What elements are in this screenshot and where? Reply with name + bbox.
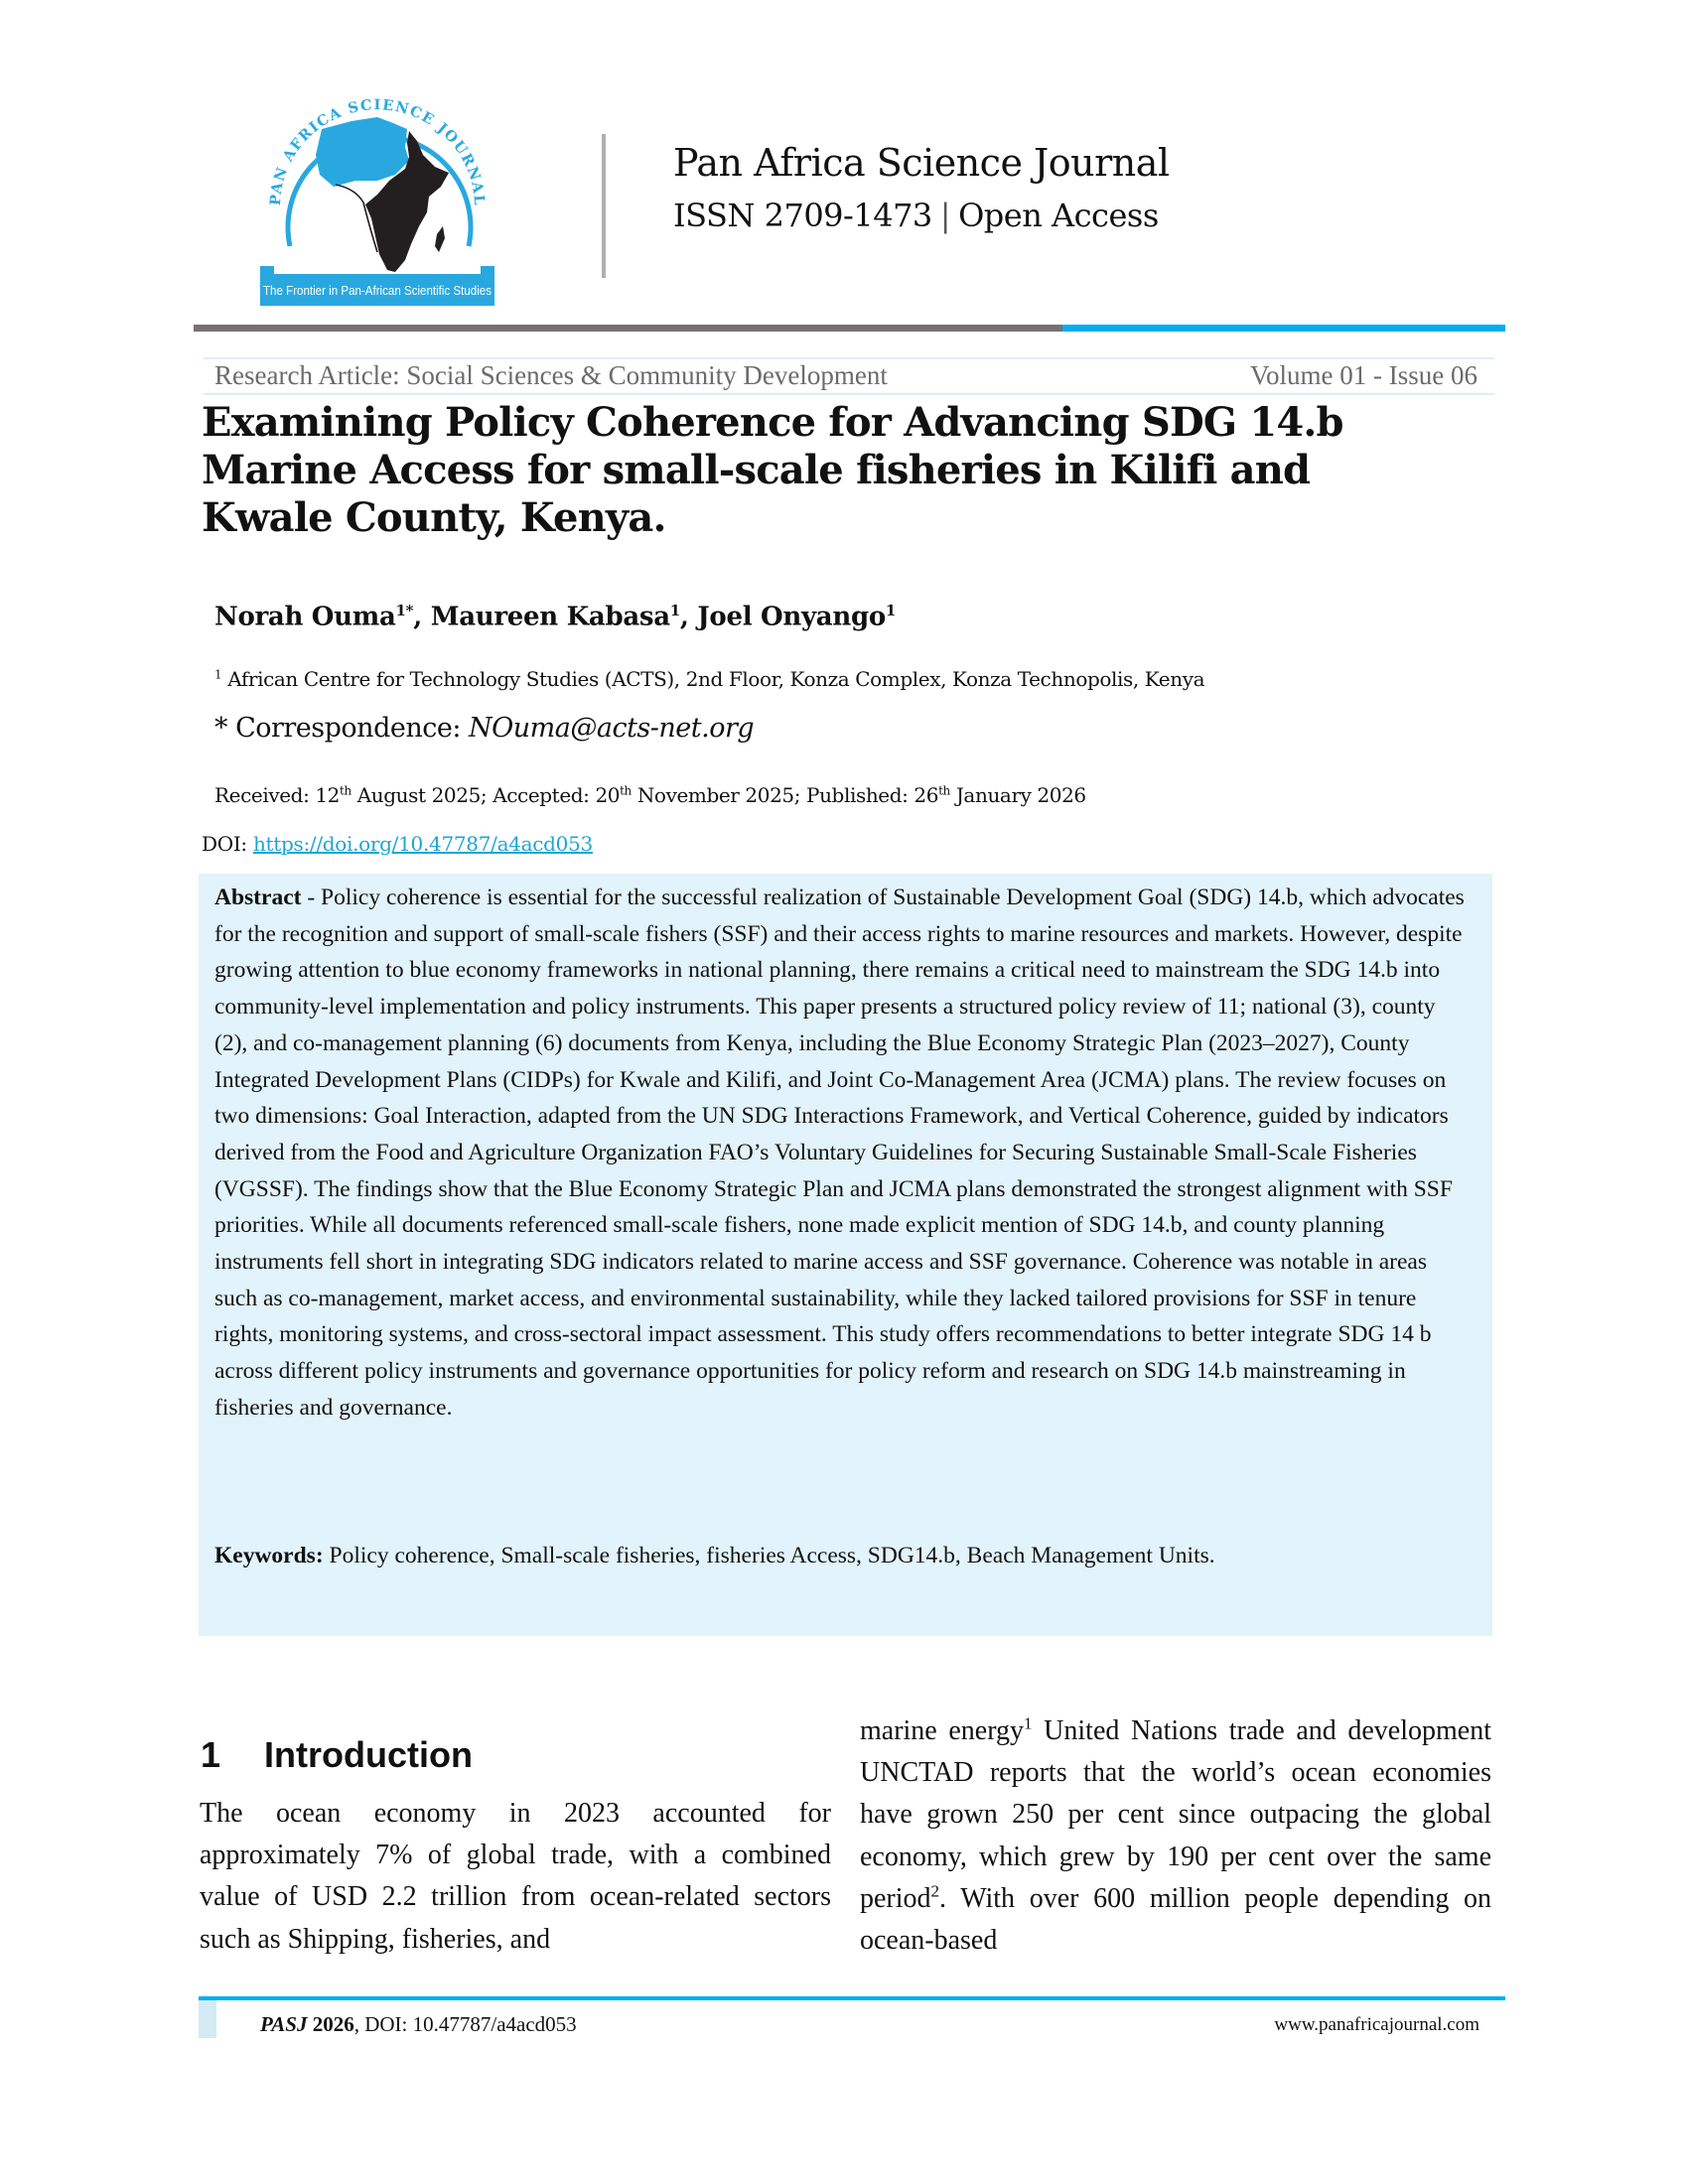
- doi-label: DOI:: [202, 832, 247, 856]
- section-heading-introduction: [201, 1734, 473, 1776]
- issn-separator: |: [939, 197, 951, 234]
- footer-rule: [199, 1996, 1505, 2000]
- keywords-list: Policy coherence, Small-scale fisheries, fisheries Access, SDG14.b, Beach Management Units.: [323, 1543, 1215, 1569]
- header-bar-gray: [194, 325, 1062, 332]
- category-rule-top: [204, 357, 1494, 359]
- author-name[interactable]: Joel Onyango: [697, 602, 886, 632]
- title-line: Marine Access for small-scale fisheries in Kilifi and: [202, 447, 1311, 493]
- footer-journal-abbr: PASJ: [260, 2012, 308, 2036]
- affiliation-text: African Centre for Technology Studies (ACTS), 2nd Floor, Konza Complex, Konza Technopolis, Kenya: [227, 667, 1205, 691]
- author-marker: 1*: [395, 602, 414, 619]
- article-title: [202, 399, 1492, 542]
- correspondence-email[interactable]: NOuma@acts-net.org: [469, 713, 755, 744]
- author-name[interactable]: Norah Ouma: [214, 602, 396, 632]
- section-number: 1: [201, 1734, 221, 1775]
- madagascar-shape: [435, 226, 445, 252]
- volume-issue: Volume 01 - Issue 06: [1250, 360, 1477, 390]
- title-line: Kwale County, Kenya.: [202, 494, 666, 541]
- issn: ISSN 2709-1473: [673, 197, 932, 234]
- logo-arc-text: PAN AFRICA SCIENCE JOURNAL: [266, 96, 489, 207]
- header-bar-blue: [1062, 325, 1505, 332]
- section-title: Introduction: [264, 1734, 473, 1775]
- footer-citation: [260, 2012, 577, 2037]
- correspondence: [214, 713, 754, 744]
- journal-name: Pan Africa Science Journal: [673, 141, 1170, 185]
- keywords-label: Keywords:: [214, 1543, 324, 1569]
- open-access-label: Open Access: [958, 197, 1159, 234]
- footer-doi: , DOI: 10.47787/a4acd053: [353, 2012, 577, 2036]
- intro-right-column: marine energy$^1$ United Nations trade and development UNCTAD reports that the world’s ocean economies have grown 250 per cent since outpacing the global economy, which grew by 190 per cent over the same period$^2$. With over 600 million people depending on ocean-based: [860, 1713, 1491, 1957]
- footer-accent-block: [199, 2000, 216, 2038]
- footer-year: 2026: [312, 2012, 354, 2036]
- journal-logo: [260, 77, 494, 308]
- affiliation-marker: 1: [214, 667, 222, 682]
- author-marker: 1: [885, 602, 897, 619]
- doi-line: [202, 832, 593, 856]
- journal-issn-line: [673, 197, 1159, 234]
- abstract-body: Policy coherence is essential for the successful realization of Sustainable Development Goal (SDG) 14.b, which advocates for the recognition and support of small-scale fishers (SSF) and their access rights to marine resources and markets. However, despite growing attention to blue economy frameworks in national planning, there remains a critical need to mainstream the SDG 14.b into community-level implementation and policy instruments. This paper presents a structured policy review of 11; national (3), county (2), and co-management planning (6) documents from Kenya, including the Blue Economy Strategic Plan (2023–2027), County Integrated Development Plans (CIDPs) for Kwale and Kilifi, and Joint Co-Management Area (JCMA) plans. The review focuses on two dimensions: Goal Interaction, adapted from the UN SDG Interactions Framework, and Vertical Coherence, guided by indicators derived from the Food and Agriculture Organization FAO’s Voluntary Guidelines for Securing Sustainable Small-Scale Fisheries (VGSSF). The findings show that the Blue Economy Strategic Plan and JCMA plans demonstrated the strongest alignment with SSF priorities. While all documents referenced small-scale fishers, none made explicit mention of SDG 14.b, and county planning instruments fell short in integrating SDG indicators related to marine access and SSF governance. Coherence was notable in areas such as co-management, market access, and environmental sustainability, while they lacked tailored provisions for SSF in tenure rights, monitoring systems, and cross-sectoral impact assessment. This study offers recommendations to better integrate SDG 14 b across different policy instruments and governance opportunities for policy reform and research on SDG 14.b mainstreaming in fisheries and governance.: [214, 885, 1465, 1421]
- affiliation: [214, 667, 1204, 691]
- africa-west-shape: [316, 117, 409, 187]
- title-line: Examining Policy Coherence for Advancing SDG 14.b: [202, 399, 1343, 446]
- author-name[interactable]: Maureen Kabasa: [430, 602, 670, 632]
- author-marker: 1: [669, 602, 680, 619]
- footnote-ref[interactable]: 1: [1024, 1713, 1033, 1733]
- abstract: Abstract - Policy coherence is essential for the successful realization of Sustainable Development Goal (SDG) 14.b, which advocates for the recognition and support of small-scale fishers (SSF) and their access rights to marine resources and markets. However, despite growing attention to blue economy frameworks in national planning, there remains a critical need to mainstream the SDG 14.b into community-level implementation and policy instruments. This paper presents a structured policy review of 11; national (3), county (2), and co-management planning (6) documents from Kenya, including the Blue Economy Strategic Plan (2023–2027), County Integrated Development Plans (CIDPs) for Kwale and Kilifi, and Joint Co-Management Area (JCMA) plans. The review focuses on two dimensions: Goal Interaction, adapted from the UN SDG Interactions Framework, and Vertical Coherence, guided by indicators derived from the Food and Agriculture Organization FAO’s Voluntary Guidelines for Securing Sustainable Small-Scale Fisheries (VGSSF). The findings show that the Blue Economy Strategic Plan and JCMA plans demonstrated the strongest alignment with SSF priorities. While all documents referenced small-scale fishers, none made explicit mention of SDG 14.b, and county planning instruments fell short in integrating SDG indicators related to marine access and SSF governance. Coherence was notable in areas such as co-management, market access, and environmental sustainability, while they lacked tailored provisions for SSF in tenure rights, monitoring systems, and cross-sectoral impact assessment. This study offers recommendations to better integrate SDG 14 b across different policy instruments and governance opportunities for policy reform and research on SDG 14.b mainstreaming in fisheries and governance.: [214, 885, 1465, 1421]
- author-list: Norah Ouma$^{1*}$, Maureen Kabasa$^1$, Joel Onyango$^1$: [214, 602, 897, 632]
- keywords: [214, 1543, 1466, 1570]
- logo-tagline: The Frontier in Pan-African Scientific Studies: [263, 284, 492, 298]
- footer-website[interactable]: www.panafricajournal.com: [1274, 2014, 1479, 2035]
- footnote-ref[interactable]: 2: [930, 1881, 940, 1901]
- abstract-label: Abstract: [214, 885, 302, 910]
- intro-left-column: The ocean economy in 2023 accounted for approximately 7% of global trade, with a combined value of USD 2.2 trillion from ocean-related sectors such as Shipping, fisheries, and: [200, 1798, 831, 1955]
- category-rule-bottom: [204, 393, 1494, 395]
- doi-link[interactable]: https://doi.org/10.47787/a4acd053: [252, 832, 593, 856]
- correspondence-label: * Correspondence:: [214, 713, 461, 744]
- publication-dates: Received: 12th August 2025; Accepted: 20th November 2025; Published: 26th January 2026: [214, 783, 1086, 807]
- article-category: Research Article: Social Sciences & Community Development: [214, 360, 888, 390]
- header-divider: [602, 134, 606, 278]
